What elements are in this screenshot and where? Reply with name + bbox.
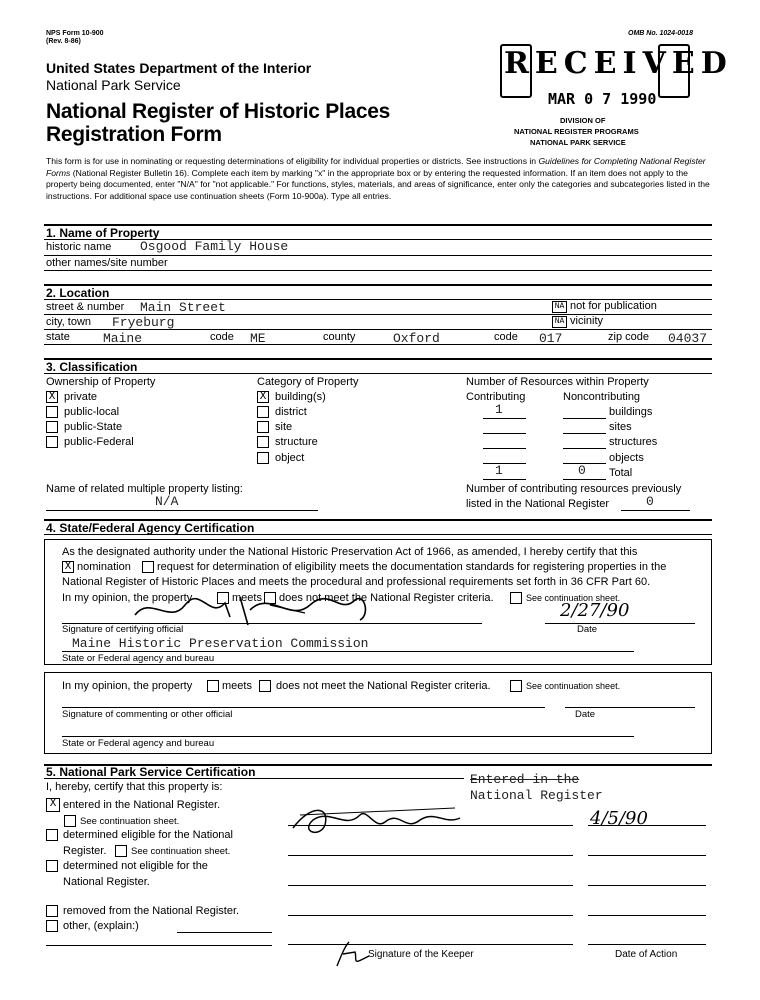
received-stamp-date: MAR 0 7 1990 bbox=[548, 90, 657, 108]
other-label: other, (explain:) bbox=[63, 920, 139, 932]
entered-continuation-checkbox[interactable] bbox=[64, 815, 76, 827]
objects-label: objects bbox=[609, 452, 644, 464]
category-structure-checkbox[interactable] bbox=[257, 436, 269, 448]
commenting-official-label: Signature of commenting or other official bbox=[62, 709, 233, 720]
keeper-initial-mark bbox=[333, 938, 373, 970]
keeper-label: Signature of the Keeper bbox=[368, 949, 474, 960]
not-for-publication-box[interactable]: NA bbox=[552, 301, 567, 313]
city-label: city, town bbox=[46, 316, 92, 328]
resources-label: Number of Resources within Property bbox=[466, 376, 649, 388]
form-title-line2: Registration Form bbox=[46, 123, 222, 146]
nomination-label: nomination bbox=[77, 561, 131, 573]
section4-heading: 4. State/Federal Agency Certification bbox=[46, 521, 255, 535]
street-value: Main Street bbox=[140, 300, 226, 315]
category-district-label: district bbox=[275, 406, 307, 418]
previous-listing-label-1: Number of contributing resources previously bbox=[466, 483, 682, 495]
previous-listing-label-2: listed in the National Register bbox=[466, 498, 610, 510]
zip-value: 04037 bbox=[668, 331, 708, 346]
related-listing-value: N/A bbox=[155, 494, 179, 509]
form-revision: (Rev. 8-86) bbox=[46, 38, 81, 45]
county-label: county bbox=[323, 331, 356, 343]
historic-name-label: historic name bbox=[46, 241, 112, 253]
structures-label: structures bbox=[609, 436, 658, 448]
received-stamp-text: RECEIVED bbox=[504, 46, 733, 81]
entered-stamp-line2: National Register bbox=[470, 788, 603, 803]
stamp-programs: NATIONAL REGISTER PROGRAMS bbox=[514, 127, 639, 136]
buildings-contributing: 1 bbox=[495, 402, 503, 417]
category-site-checkbox[interactable] bbox=[257, 421, 269, 433]
opinion-prefix: In my opinion, the property bbox=[62, 592, 193, 604]
cert-line2: request for determination of eligibility meets the documentation standards for registering properties in the bbox=[157, 561, 667, 573]
other-checkbox[interactable] bbox=[46, 920, 58, 932]
noncontributing-header: Noncontributing bbox=[563, 391, 641, 403]
action-date-label: Date of Action bbox=[615, 949, 678, 960]
ownership-public-federal-label: public-Federal bbox=[64, 436, 134, 448]
state-value: Maine bbox=[103, 331, 143, 346]
vicinity-label: vicinity bbox=[570, 315, 604, 327]
other-names-label: other names/site number bbox=[46, 257, 168, 269]
previous-listing-value: 0 bbox=[646, 494, 654, 509]
county-code-value: 017 bbox=[539, 331, 563, 346]
buildings-label: buildings bbox=[609, 406, 653, 418]
entered-label: entered in the National Register. bbox=[63, 799, 221, 811]
historic-name-value: Osgood Family House bbox=[140, 239, 289, 254]
agency2-label: State or Federal agency and bureau bbox=[62, 738, 215, 749]
related-listing-label: Name of related multiple property listing: bbox=[46, 483, 243, 495]
city-value: Fryeburg bbox=[112, 315, 175, 330]
section3-heading: 3. Classification bbox=[46, 360, 138, 374]
does-not-meet-label: does not meet the National Register criteria. bbox=[279, 592, 494, 604]
category-buildings-label: building(s) bbox=[275, 391, 326, 403]
nps-certify-text: I, hereby, certify that this property is: bbox=[46, 781, 223, 793]
signature-certifying-label: Signature of certifying official bbox=[62, 624, 184, 635]
zip-label: zip code bbox=[608, 331, 649, 343]
cert-line3: National Register of Historic Places and meets the procedural and professional requirements set forth in 36 CFR Part 60. bbox=[62, 576, 651, 588]
ownership-label: Ownership of Property bbox=[46, 376, 156, 388]
sites-label: sites bbox=[609, 421, 632, 433]
eligible-continuation-label: See continuation sheet. bbox=[131, 846, 231, 857]
certification-date-label: Date bbox=[577, 624, 598, 635]
category-object-checkbox[interactable] bbox=[257, 452, 269, 464]
state-code-value: ME bbox=[250, 331, 266, 346]
state-label: state bbox=[46, 331, 70, 343]
meets2-label: meets bbox=[222, 680, 252, 692]
ownership-public-state-checkbox[interactable] bbox=[46, 421, 58, 433]
nomination-checkbox[interactable]: X bbox=[62, 561, 74, 573]
stamp-division: DIVISION OF bbox=[560, 116, 606, 125]
category-district-checkbox[interactable] bbox=[257, 406, 269, 418]
section1-heading: 1. Name of Property bbox=[46, 226, 160, 240]
total-contributing: 1 bbox=[495, 463, 503, 478]
eligible-continuation-checkbox[interactable] bbox=[115, 845, 127, 857]
does-not-meet2-checkbox[interactable] bbox=[259, 680, 271, 692]
ownership-private-checkbox[interactable]: X bbox=[46, 391, 58, 403]
meets2-checkbox[interactable] bbox=[207, 680, 219, 692]
continuation-checkbox[interactable] bbox=[510, 592, 522, 604]
certification-date-value: 2/27/90 bbox=[560, 600, 630, 621]
ownership-public-local-checkbox[interactable] bbox=[46, 406, 58, 418]
category-label: Category of Property bbox=[257, 376, 359, 388]
keeper-signature bbox=[285, 800, 475, 840]
continuation2-label: See continuation sheet. bbox=[526, 681, 621, 691]
category-site-label: site bbox=[275, 421, 293, 433]
instructions-paragraph: This form is for use in nominating or requesting determinations of eligibility for individual properties or districts. See instructions in Guidelines for Completing National Register Forms (National Register Bulletin 16). Complete each item by marking "x" in the appropriate box or by entering the requested information. If an item does not apply to the property being documented, enter "N/A" for "not applicable." For functions, styles, materials, and areas of significance, enter only the categories and subcategories listed in the instructions. For additional space use continuation sheets (Form 10-900a). Type all entries. bbox=[46, 156, 710, 201]
entered-checkbox[interactable]: X bbox=[46, 798, 60, 812]
entered-stamp-line1: Entered in the bbox=[470, 772, 580, 787]
section2-heading: 2. Location bbox=[46, 286, 110, 300]
form-number: NPS Form 10-900 bbox=[46, 30, 104, 37]
total-label: Total bbox=[609, 467, 633, 479]
agency-label: State or Federal agency and bureau bbox=[62, 653, 215, 664]
not-for-publication-label: not for publication bbox=[570, 300, 657, 312]
removed-checkbox[interactable] bbox=[46, 905, 58, 917]
meets-label: meets bbox=[232, 592, 262, 604]
action-date-value: 4/5/90 bbox=[590, 808, 648, 829]
entered-continuation-label: See continuation sheet. bbox=[80, 816, 180, 827]
department-name: United States Department of the Interior bbox=[46, 60, 312, 76]
opinion2-prefix: In my opinion, the property bbox=[62, 680, 193, 692]
form-title-line1: National Register of Historic Places bbox=[46, 100, 390, 123]
not-eligible-label-1: determined not eligible for the bbox=[63, 860, 208, 872]
omb-number: OMB No. 1024-0018 bbox=[628, 30, 693, 37]
request-checkbox[interactable] bbox=[142, 561, 154, 573]
continuation2-checkbox[interactable] bbox=[510, 680, 522, 692]
total-noncontributing: 0 bbox=[578, 463, 586, 478]
ownership-public-federal-checkbox[interactable] bbox=[46, 436, 58, 448]
section5-heading: 5. National Park Service Certification bbox=[46, 765, 256, 779]
state-code-label: code bbox=[210, 331, 234, 343]
commenting-date-label: Date bbox=[575, 709, 596, 720]
county-code-label: code bbox=[494, 331, 518, 343]
category-buildings-checkbox[interactable]: X bbox=[257, 391, 269, 403]
stamp-service: NATIONAL PARK SERVICE bbox=[530, 138, 626, 147]
eligible-checkbox[interactable] bbox=[46, 829, 58, 841]
category-object-label: object bbox=[275, 452, 305, 464]
not-eligible-checkbox[interactable] bbox=[46, 860, 58, 872]
ownership-private-label: private bbox=[64, 391, 98, 403]
does-not-meet2-label: does not meet the National Register criteria. bbox=[276, 680, 491, 692]
removed-label: removed from the National Register. bbox=[63, 905, 240, 917]
county-value: Oxford bbox=[393, 331, 440, 346]
contributing-header: Contributing bbox=[466, 391, 526, 403]
street-label: street & number bbox=[46, 301, 125, 313]
cert-line1: As the designated authority under the National Historic Preservation Act of 1966, as amended, I hereby certify that this bbox=[62, 546, 638, 558]
continuation-label: See continuation sheet. bbox=[526, 593, 621, 603]
ownership-public-state-label: public-State bbox=[64, 421, 123, 433]
vicinity-box[interactable]: NA bbox=[552, 316, 567, 328]
eligible-label-1: determined eligible for the National bbox=[63, 829, 233, 841]
ownership-public-local-label: public-local bbox=[64, 406, 120, 418]
not-eligible-label-2: National Register. bbox=[63, 876, 150, 888]
service-name: National Park Service bbox=[46, 77, 181, 93]
category-structure-label: structure bbox=[275, 436, 318, 448]
agency-value: Maine Historic Preservation Commission bbox=[72, 636, 369, 651]
eligible-label-2: Register. bbox=[63, 845, 107, 857]
